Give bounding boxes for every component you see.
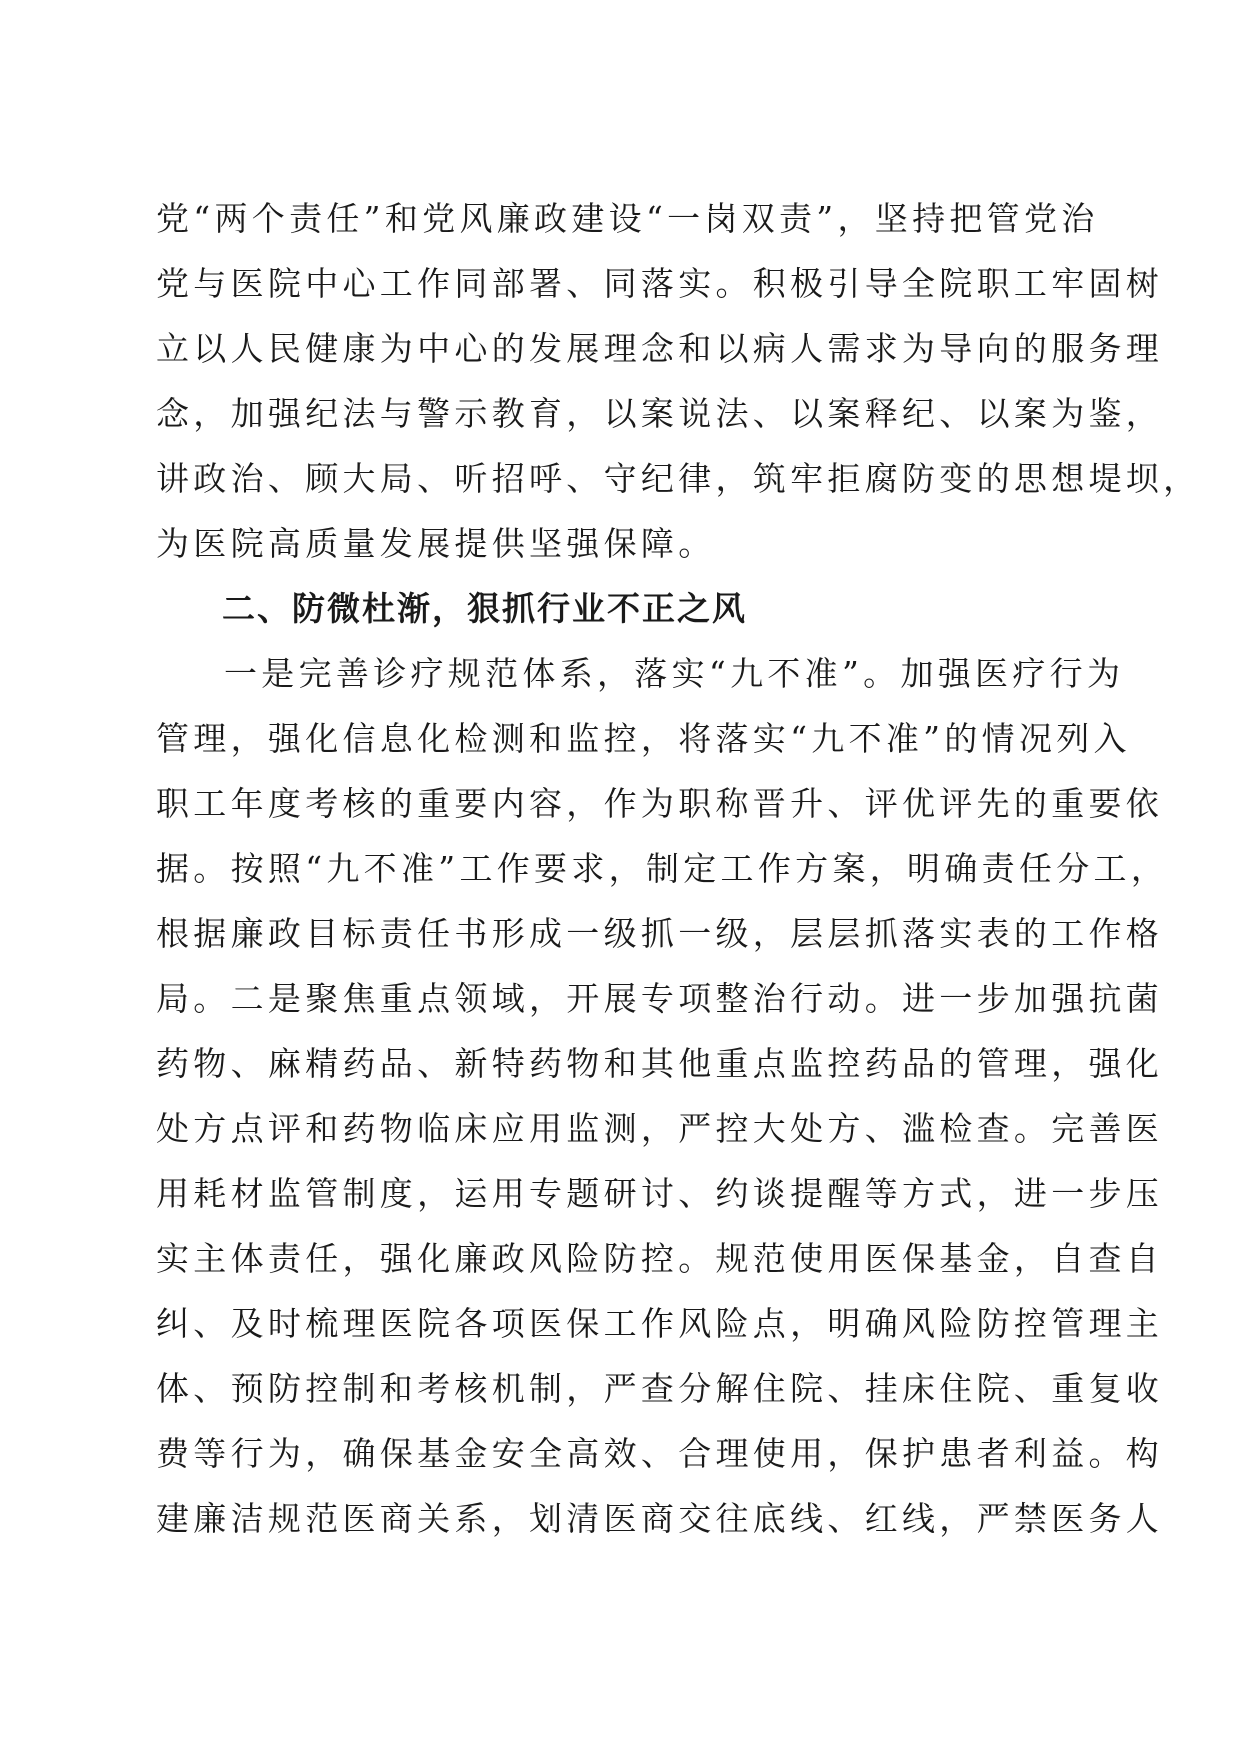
body-line: 念，加强纪法与警示教育，以案说法、以案释纪、以案为鉴， <box>156 394 1164 433</box>
body-line: 实主体责任，强化廉政风险防控。规范使用医保基金，自查自 <box>156 1239 1164 1278</box>
body-line: 职工年度考核的重要内容，作为职称晋升、评优评先的重要依 <box>156 784 1164 823</box>
body-line: 据。按照“九不准”工作要求，制定工作方案，明确责任分工， <box>156 849 1169 888</box>
body-line: 为医院高质量发展提供坚强保障。 <box>156 524 716 563</box>
body-line: 根据廉政目标责任书形成一级抓一级，层层抓落实表的工作格 <box>156 914 1164 953</box>
body-line: 处方点评和药物临床应用监测，严控大处方、滥检查。完善医 <box>156 1109 1164 1148</box>
document-body <box>156 186 1201 1551</box>
section-heading: 二、防微杜渐，狠抓行业不正之风 <box>222 589 747 628</box>
body-line: 讲政治、顾大局、听招呼、守纪律，筑牢拒腐防变的思想堤坝， <box>156 459 1201 498</box>
body-line: 党“两个责任”和党风廉政建设“一岗双责”，坚持把管党治 <box>156 199 1099 238</box>
body-line: 费等行为，确保基金安全高效、合理使用，保护患者利益。构 <box>156 1434 1164 1473</box>
body-line: 一是完善诊疗规范体系，落实“九不准”。加强医疗行为 <box>224 654 1125 693</box>
body-line: 管理，强化信息化检测和监控，将落实“九不准”的情况列入 <box>156 719 1131 758</box>
body-line: 立以人民健康为中心的发展理念和以病人需求为导向的服务理 <box>156 329 1164 368</box>
body-line: 用耗材监管制度，运用专题研讨、约谈提醒等方式，进一步压 <box>156 1174 1164 1213</box>
body-line: 党与医院中心工作同部署、同落实。积极引导全院职工牢固树 <box>156 264 1164 303</box>
body-line: 纠、及时梳理医院各项医保工作风险点，明确风险防控管理主 <box>156 1304 1164 1343</box>
body-line: 建廉洁规范医商关系，划清医商交往底线、红线，严禁医务人 <box>156 1499 1164 1538</box>
body-line: 局。二是聚焦重点领域，开展专项整治行动。进一步加强抗菌 <box>156 979 1164 1018</box>
body-line: 药物、麻精药品、新特药物和其他重点监控药品的管理，强化 <box>156 1044 1164 1083</box>
body-line: 体、预防控制和考核机制，严查分解住院、挂床住院、重复收 <box>156 1369 1164 1408</box>
